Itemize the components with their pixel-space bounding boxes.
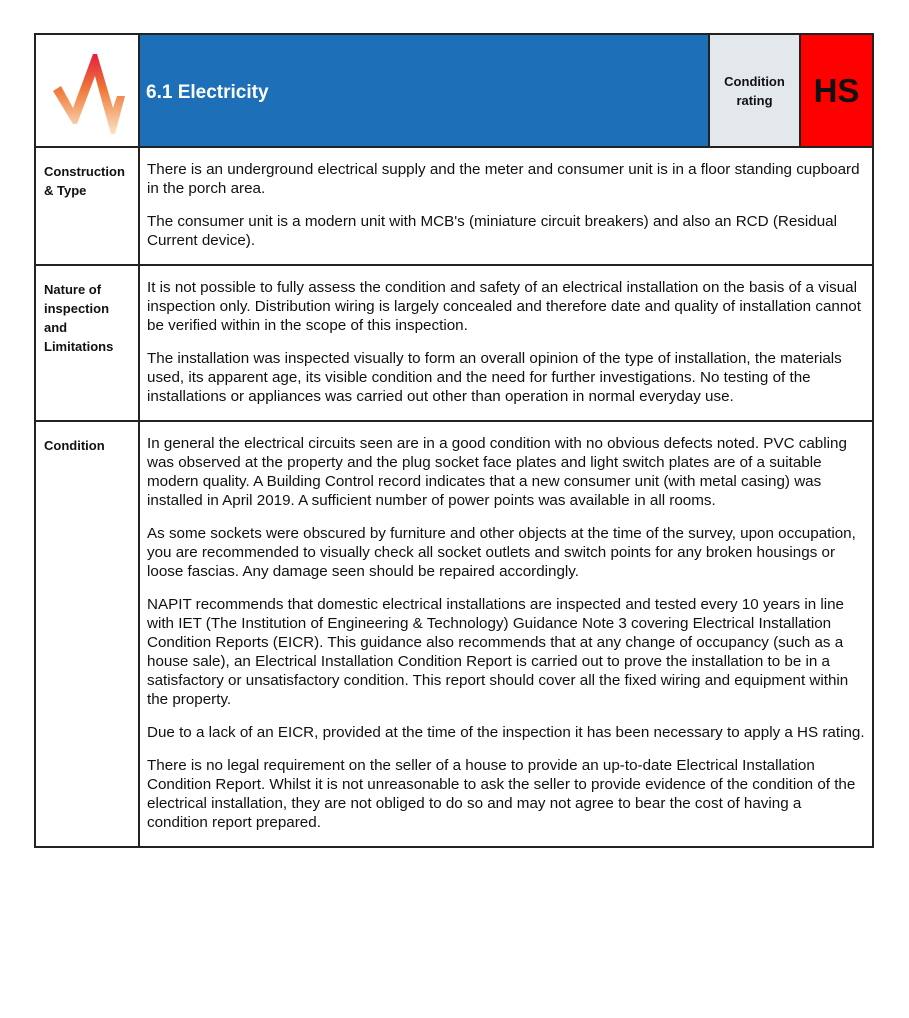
paragraph: The consumer unit is a modern unit with MCB's (miniature circuit breakers) and also an RCD (Residual Current device). <box>147 213 837 249</box>
zigzag-check-logo-icon <box>36 46 138 136</box>
electricity-report-table <box>34 33 874 848</box>
section-title-cell <box>139 34 709 147</box>
logo-cell <box>35 34 139 147</box>
row-label: Condition <box>35 421 139 847</box>
paragraph: The installation was inspected visually to form an overall opinion of the type of installation, the materials used, its apparent age, its visible condition and the need for further investigations. No testing of the installations or appliances was carried out other than operation in normal everyday use. <box>147 350 842 405</box>
row-label: Construction & Type <box>35 147 139 265</box>
row-content <box>139 421 873 847</box>
section-header-row <box>35 34 873 147</box>
section-row-construction <box>35 147 873 265</box>
paragraph: It is not possible to fully assess the condition and safety of an electrical installation on the basis of a visual inspection only. Distribution wiring is largely concealed and therefore date and quality of installation cannot be verified within in the scope of this inspection. <box>147 279 861 334</box>
paragraph: There is no legal requirement on the seller of a house to provide an up-to-date Electrical Installation Condition Report. Whilst it is not unreasonable to ask the seller to provide evidence of the condition of the electrical installation, they are not obliged to do so and may not agree to bear the cost of having a condition report prepared. <box>147 757 856 831</box>
section-row-nature-of-inspection <box>35 265 873 421</box>
row-content <box>139 265 873 421</box>
section-row-condition <box>35 421 873 847</box>
section-title: 6.1 Electricity <box>146 81 269 103</box>
paragraph: As some sockets were obscured by furniture and other objects at the time of the survey, upon occupation, you are recommended to visually check all socket outlets and switch points for any broken housings or loose fascias. Any damage seen should be repaired accordingly. <box>147 525 856 580</box>
paragraph: In general the electrical circuits seen are in a good condition with no obvious defects noted. PVC cabling was observed at the property and the plug socket face plates and light switch plates are of a suitable modern quality. A Building Control record indicates that a new consumer unit (with metal casing) was installed in April 2019. A sufficient number of power points was available in all rooms. <box>147 435 847 509</box>
paragraph: There is an underground electrical supply and the meter and consumer unit is in a floor standing cupboard in the porch area. <box>147 161 860 197</box>
condition-rating-badge: HS <box>800 34 873 147</box>
paragraph: NAPIT recommends that domestic electrical installations are inspected and tested every 10 years in line with IET (The Institution of Engineering & Technology) Guidance Note 3 covering Electrical Installation Condition Reports (EICR). This guidance also recommends that at any change of occupancy (such as a house sale), an Electrical Installation Condition Report is carried out to prove the installation to be in a satisfactory or unsatisfactory condition. This report should cover all the fixed wiring and equipment within the property. <box>147 596 849 708</box>
condition-rating-label: Condition rating <box>709 34 800 147</box>
row-label: Nature of inspection and Limitations <box>35 265 139 421</box>
paragraph: Due to a lack of an EICR, provided at the time of the inspection it has been necessary to apply a HS rating. <box>147 724 865 741</box>
row-content <box>139 147 873 265</box>
